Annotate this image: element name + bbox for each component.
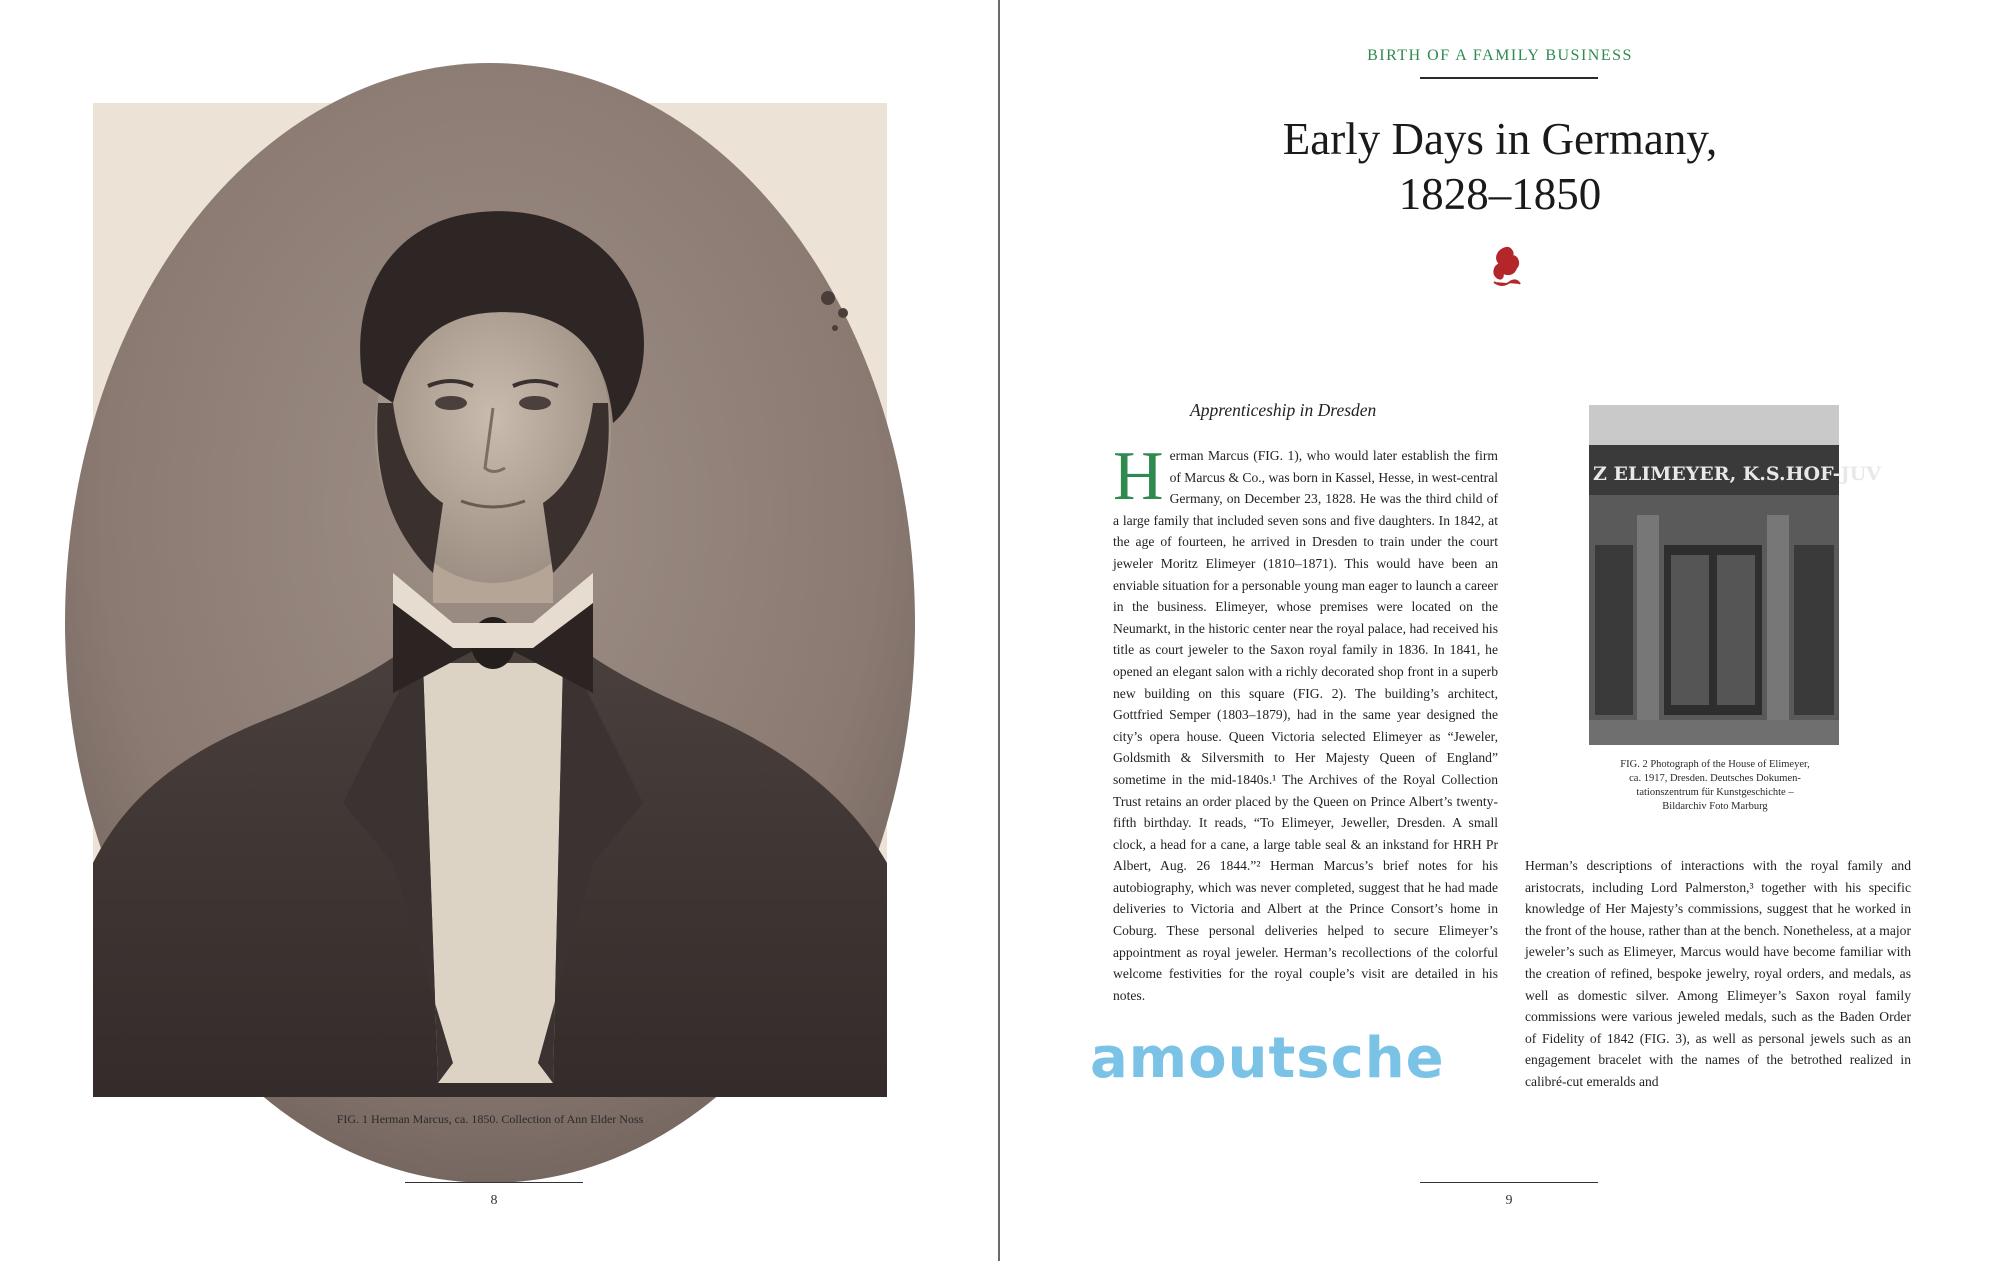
left-folio: 8 (490, 1193, 498, 1208)
left-page (0, 0, 998, 1261)
shop-sign: Z ELIMEYER, K.S.HOF-JUV (1593, 463, 1881, 485)
watermark: amoutsche (1090, 1026, 1445, 1091)
right-page (1000, 0, 2000, 1261)
drop-cap: H (1113, 438, 1164, 515)
running-head: BIRTH OF A FAMILY BUSINESS (1367, 47, 1633, 64)
right-folio: 9 (1505, 1193, 1513, 1208)
chapter-title (1000, 112, 2000, 222)
chapter-title-line2: 1828–1850 (1398, 169, 1602, 219)
fig1-caption: FIG. 1 Herman Marcus, ca. 1850. Collection of Ann Elder Noss (336, 1112, 644, 1126)
body-column-2: Herman’s descriptions of interactions with the royal family and aristocrats, including Lord Palmerston,³ together with his specific knowledge of Her Majesty’s commissions, suggest that he worked in the front of the house, rather than at the bench. Nonetheless, at a major jeweler’s such as Elimeyer, Marcus would have become familiar with the creation of refined, bespoke jewelry, royal orders, and medals, as well as domestic silver. Among Elimeyer’s Saxon royal family commissions were various jeweled medals, such as the Baden Order of Fidelity of 1842 (FIG. 3), as well as personal jewels such as an engagement bracelet with the names of the betrothed realized in calibré-cut emeralds and (1525, 858, 1911, 1089)
body-column-1 (1113, 438, 1499, 1006)
fig2-caption-line4: Bildarchiv Foto Marburg (1662, 801, 1768, 812)
fleuron-ornament-icon (1488, 244, 1524, 288)
chapter-title-line1: Early Days in Germany, (1282, 114, 1718, 164)
house-of-elimeyer-photo (1589, 405, 1881, 745)
running-head-rule (1420, 77, 1598, 79)
section-heading: Apprenticeship in Dresden (1190, 400, 1377, 420)
fig2-caption-line2: ca. 1917, Dresden. Deutsches Dokumen- (1629, 773, 1801, 784)
body-column-1-text: erman Marcus (FIG. 1), who would later establish the firm of Marcus & Co., was born in Kassel, Hesse, in west-central Germany, on December 23, 1828. He was the third child of a large family that included seven sons and five daughters. In 1842, at the age of fourteen, he arrived in Dresden to train under the court jeweler Moritz Elimeyer (1810–1871). This would have been an enviable situation for a personable young man eager to launch a career in the business. Elimeyer, whose premises were located on the Neumarkt, in the historic center near the royal palace, had received his title as court jeweler to the Saxon royal family in 1836. In 1841, he opened an elegant salon with a richly decorated shop front in a superb new building on this square (FIG. 2). The building’s architect, Gottfried Semper (1803–1879), had in the same year designed the city’s opera house. Queen Victoria selected Elimeyer as “Jeweler, Goldsmith & Silversmith to Her Majesty Queen of England” sometime in the mid-1840s.¹ The Archives of the Royal Collection Trust retains an order placed by the Queen on Prince Albert’s twenty-fifth birthday. It reads, “To Elimeyer, Jeweller, Dresden. A small clock, a head for a cane, a large table seal & an inkstand for HRH Pr Albert, Aug. 26 1844.”² Herman Marcus’s brief notes for his autobiography, which was never completed, suggest that he had made deliveries to Victoria and Albert at the Prince Consort’s home in Coburg. These personal deliveries helped to secure Elimeyer’s appointment as royal jeweler. Herman’s recollections of the colorful welcome festivities for the royal couple’s visit are detailed in his notes. (1113, 448, 1499, 1003)
right-folio-rule (1420, 1182, 1598, 1183)
fig2-caption-line3: tationszentrum für Kunstgeschichte – (1636, 787, 1794, 798)
left-folio-rule (405, 1182, 583, 1183)
herman-marcus-portrait (93, 103, 887, 1097)
fig2-caption (1585, 758, 1845, 814)
fig2-caption-line1: FIG. 2 Photograph of the House of Elimeyer, (1620, 759, 1810, 770)
